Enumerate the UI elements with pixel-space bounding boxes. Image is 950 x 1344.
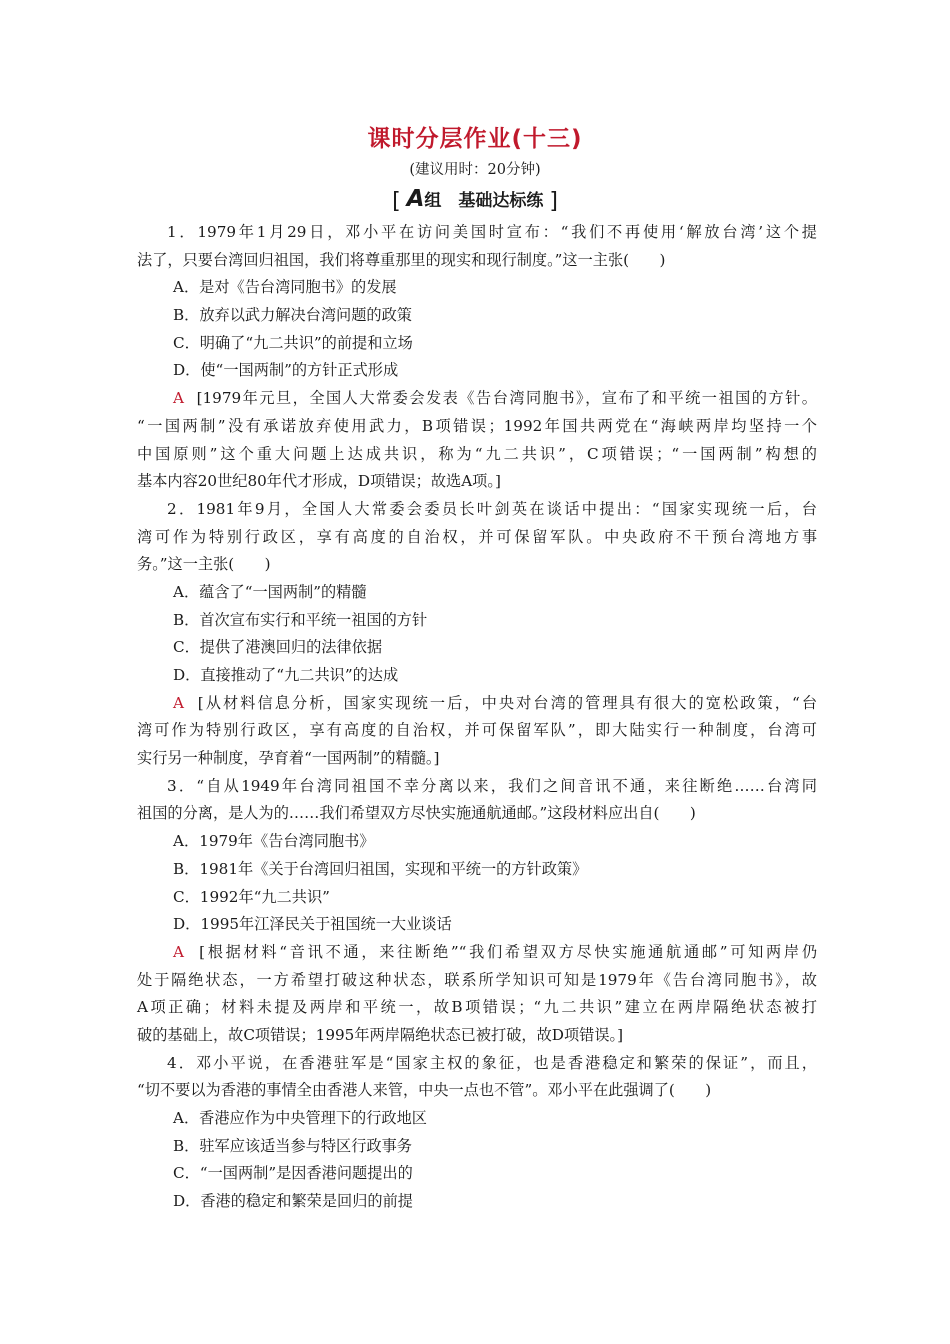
explanation-text: [1979年元旦，全国人大常委会发表《告台湾同胞书》，宣布了和平统一祖国的方针。 [196, 389, 817, 408]
explanation-line: 湾可作为特别行政区，享有高度的自治权，并可保留军队”，即大陆实行一种制度，台湾可 [137, 721, 817, 740]
suggested-time: (建议用时：20分钟) [409, 162, 541, 178]
option-b: B．首次宣布实行和平统一祖国的方针 [173, 610, 428, 629]
option-a: A．是对《告台湾同胞书》的发展 [173, 278, 397, 297]
question-stem-line: 4．邓小平说，在香港驻军是“国家主权的象征，也是香港稳定和繁荣的保证”，而且， [167, 1053, 817, 1072]
question-stem-line: 务。”这一主张( ) [137, 555, 271, 574]
question-2 [137, 496, 817, 773]
option-b: B．驻军应该适当参与特区行政事务 [173, 1136, 412, 1155]
explanation-line: 破的基础上，故C项错误；1995年两岸隔绝状态已被打破，故D项错误。] [137, 1025, 624, 1044]
question-stem-line: 湾可作为特别行政区，享有高度的自治权，并可保留军队。中央政府不干预台湾地方事 [137, 527, 817, 546]
option-c: C．明确了“九二共识”的前提和立场 [173, 333, 413, 352]
answer-letter: A [173, 942, 184, 961]
option-b: B．1981年《关于台湾回归祖国，实现和平统一的方针政策》 [173, 859, 588, 878]
option-a: A．1979年《告台湾同胞书》 [173, 832, 375, 851]
explanation-line: 处于隔绝状态，一方希望打破这种状态，联系所学知识可知是1979年《告台湾同胞书》，故 [137, 970, 817, 989]
question-4 [137, 1050, 817, 1216]
explanation-line: “一国两制”没有承诺放弃使用武力，B项错误；1992年国共两党在“海峡两岸均坚持一个 [137, 416, 817, 435]
explanation-line: A项正确；材料未提及两岸和平统一，故B项错误；“九二共识”建立在两岸隔绝状态被打 [137, 998, 817, 1017]
question-stem-line: 3．“自从1949年台湾同祖国不幸分离以来，我们之间音讯不通，来往断绝……台湾同 [167, 776, 817, 795]
question-stem-line: 法了，只要台湾回归祖国，我们将尊重那里的现实和现行制度。”这一主张( ) [137, 250, 666, 269]
option-b: B．放弃以武力解决台湾问题的政策 [173, 306, 412, 325]
option-c: C．1992年“九二共识” [173, 887, 330, 906]
explanation-line: 中国原则”这个重大问题上达成共识，称为“九二共识”，C项错误；“一国两制”构想的 [137, 444, 817, 463]
question-stem-line: 2．1981年9月，全国人大常委会委员长叶剑英在谈话中提出：“国家实现统一后，台 [167, 499, 817, 518]
option-c: C．提供了港澳回归的法律依据 [173, 638, 383, 657]
question-1 [137, 219, 817, 496]
question-stem-line: “切不要以为香港的事情全由香港人来管，中央一点也不管”。邓小平在此强调了( ) [137, 1081, 712, 1100]
page-title: 课时分层作业(十三) [367, 126, 583, 152]
bracket-open: [ [392, 189, 401, 214]
question-list [137, 219, 817, 1216]
option-d: D．香港的稳定和繁荣是回归的前提 [173, 1192, 413, 1211]
question-stem-line: 祖国的分离，是人为的……我们希望双方尽快实施通航通邮。”这段材料应出自( ) [137, 804, 696, 823]
section-heading [0, 186, 950, 214]
explanation-line: 基本内容20世纪80年代才形成，D项错误；故选A项。] [137, 472, 501, 491]
explanation-line: 实行另一种制度，孕育着“一国两制”的精髓。] [137, 749, 440, 768]
group-letter: A [406, 186, 425, 212]
answer-letter: A [173, 389, 184, 408]
question-stem-line: 1．1979年1月29日，邓小平在访问美国时宣布：“我们不再使用‘解放台湾’这个提 [167, 223, 817, 241]
option-d: D．直接推动了“九二共识”的达成 [173, 666, 399, 684]
option-d: D．使“一国两制”的方针正式形成 [173, 361, 399, 380]
answer-line [137, 385, 817, 413]
bracket-close: ] [549, 189, 558, 214]
group-label: 组 基础达标练 [424, 191, 544, 211]
question-3 [137, 773, 817, 1050]
option-c: C．“一国两制”是因香港问题提出的 [173, 1164, 413, 1183]
answer-letter: A [173, 693, 184, 712]
explanation-text: [从材料信息分析，国家实现统一后，中央对台湾的管理具有很大的宽松政策，“台 [197, 693, 818, 712]
option-a: A．香港应作为中央管理下的行政地区 [173, 1109, 427, 1127]
answer-line [137, 690, 817, 718]
option-d: D．1995年江泽民关于祖国统一大业谈话 [173, 915, 452, 934]
option-a: A．蕴含了“一国两制”的精髓 [173, 582, 367, 601]
explanation-text: [根据材料“音讯不通，来往断绝”“我们希望双方尽快实施通航通邮”可知两岸仍 [199, 942, 818, 961]
answer-line [137, 939, 817, 967]
